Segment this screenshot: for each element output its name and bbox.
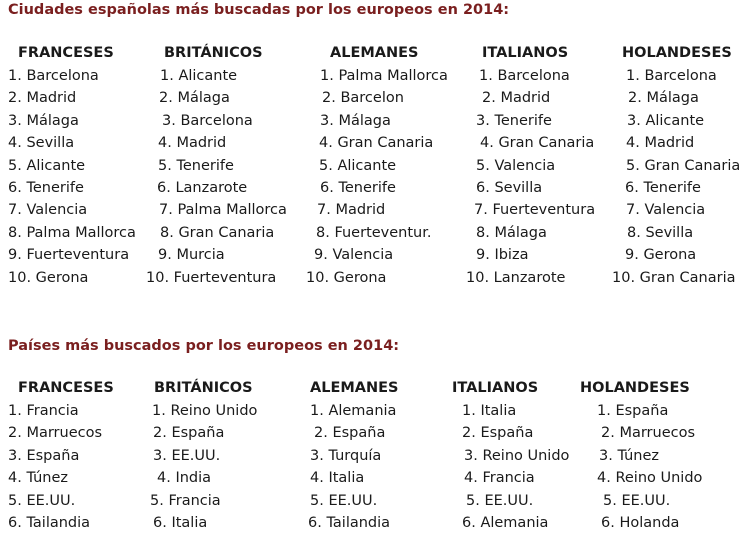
list-item: 1. Barcelona: [8, 68, 99, 84]
list-item: 2. España: [314, 425, 386, 442]
list-item: 7. Valencia: [626, 202, 706, 219]
column-britanicos-cities: [146, 42, 287, 289]
list-item: 6. Sevilla: [476, 179, 543, 196]
list-item: 1. Italia: [462, 403, 517, 419]
list-item: 9. Murcia: [158, 247, 225, 264]
list-item: 3. Barcelona: [162, 112, 253, 129]
column-holandeses-cities: [610, 42, 740, 289]
column-franceses-cities: [8, 42, 136, 289]
list-item: 2. Barcelon: [322, 90, 404, 107]
list-item: 3. EE.UU.: [153, 447, 221, 464]
list-item: 8. Palma Mallorca: [8, 224, 136, 241]
column-franceses-countries: [8, 377, 114, 534]
list-item: 2. Madrid: [8, 90, 77, 107]
list-item: 1. Barcelona: [626, 68, 717, 84]
list-item: 8. Sevilla: [627, 224, 694, 241]
list-item: 6. Tenerife: [8, 179, 84, 196]
section-title-countries: Países más buscados por los europeos en 2014:: [8, 338, 400, 354]
column-alemanes-cities: [306, 42, 448, 289]
list-item: 4. Francia: [464, 470, 535, 487]
list-item: 6. Holanda: [601, 514, 680, 531]
list-item: 5. Gran Canaria: [626, 157, 741, 174]
column-header: ITALIANOS: [452, 380, 539, 396]
column-alemanes-countries: [306, 377, 399, 534]
list-item: 7. Madrid: [317, 202, 386, 219]
list-item: 3. Málaga: [8, 112, 79, 129]
list-item: 2. Marruecos: [8, 425, 103, 442]
list-item: 10. Fuerteventura: [146, 269, 277, 286]
column-header: HOLANDESES: [580, 380, 690, 396]
list-item: 2. Madrid: [482, 90, 551, 107]
list-item: 1. Barcelona: [479, 68, 570, 84]
list-item: 10. Gerona: [306, 269, 387, 286]
list-item: 1. Palma Mallorca: [320, 68, 448, 84]
list-item: 7. Fuerteventura: [474, 202, 596, 219]
list-item: 5. EE.UU.: [310, 492, 378, 509]
list-item: 9. Gerona: [625, 247, 697, 264]
list-item: 6. Lanzarote: [157, 179, 248, 196]
list-item: 2. España: [153, 425, 225, 442]
column-italianos-countries: [452, 377, 569, 534]
list-item: 5. EE.UU.: [603, 492, 671, 509]
column-header: ITALIANOS: [482, 45, 569, 61]
list-item: 9. Valencia: [314, 247, 394, 264]
list-item: 6. Tenerife: [320, 179, 396, 196]
list-item: 5. EE.UU.: [466, 492, 534, 509]
list-item: 3. Reino Unido: [464, 447, 570, 464]
column-holandeses-countries: [580, 377, 702, 534]
list-item: 5. Alicante: [319, 157, 397, 174]
column-header: ALEMANES: [330, 45, 419, 61]
list-item: 1. Alicante: [160, 68, 238, 84]
column-header: ALEMANES: [310, 380, 399, 396]
list-item: 3. Tenerife: [476, 112, 552, 129]
list-item: 4. Madrid: [626, 135, 695, 152]
column-italianos-cities: [466, 42, 595, 289]
list-item: 5. Tenerife: [158, 157, 234, 174]
list-item: 8. Málaga: [476, 224, 547, 241]
list-item: 4. Sevilla: [8, 135, 75, 152]
list-item: 10. Gerona: [8, 269, 89, 286]
list-item: 6. Tailandia: [8, 514, 91, 531]
column-header: FRANCESES: [18, 380, 114, 396]
column-header: BRITÁNICOS: [154, 380, 253, 396]
list-item: 6. Alemania: [462, 514, 549, 531]
column-header: BRITÁNICOS: [164, 45, 263, 61]
list-item: 1. Alemania: [310, 403, 397, 419]
column-header: HOLANDESES: [622, 45, 732, 61]
list-item: 4. Túnez: [8, 470, 69, 487]
list-item: 8. Gran Canaria: [160, 224, 275, 241]
list-item: 4. India: [157, 470, 212, 487]
list-item: 4. Gran Canaria: [319, 135, 434, 152]
list-item: 2. España: [462, 425, 534, 442]
list-item: 4. Gran Canaria: [480, 135, 595, 152]
list-item: 3. Alicante: [627, 112, 705, 129]
list-item: 2. Málaga: [159, 90, 230, 107]
list-item: 3. Turquía: [310, 447, 382, 464]
list-item: 7. Palma Mallorca: [159, 202, 287, 219]
column-britanicos-countries: [150, 377, 257, 534]
list-item: 10. Gran Canaria: [612, 269, 736, 286]
list-item: 1. Reino Unido: [152, 403, 258, 419]
list-item: 1. España: [597, 403, 669, 419]
list-item: 2. Málaga: [628, 90, 699, 107]
section-title-cities: Ciudades españolas más buscadas por los europeos en 2014:: [8, 2, 510, 18]
list-item: 3. Málaga: [320, 112, 391, 129]
list-item: 10. Lanzarote: [466, 269, 566, 286]
list-item: 9. Fuerteventura: [8, 247, 130, 264]
list-item: 9. Ibiza: [476, 247, 529, 264]
list-item: 5. EE.UU.: [8, 492, 76, 509]
list-item: 4. Italia: [310, 470, 365, 487]
list-item: 5. Valencia: [476, 157, 556, 174]
list-item: 8. Fuerteventur.: [316, 224, 432, 241]
list-item: 1. Francia: [8, 403, 79, 419]
list-item: 5. Francia: [150, 492, 221, 509]
list-item: 5. Alicante: [8, 157, 86, 174]
list-item: 6. Tailandia: [308, 514, 391, 531]
list-item: 6. Italia: [153, 514, 208, 531]
list-item: 2. Marruecos: [601, 425, 696, 442]
list-item: 4. Madrid: [158, 135, 227, 152]
list-item: 7. Valencia: [8, 202, 88, 219]
list-item: 4. Reino Unido: [597, 470, 703, 487]
list-item: 3. Túnez: [599, 447, 660, 464]
list-item: 6. Tenerife: [625, 179, 701, 196]
list-item: 3. España: [8, 447, 80, 464]
column-header: FRANCESES: [18, 45, 114, 61]
